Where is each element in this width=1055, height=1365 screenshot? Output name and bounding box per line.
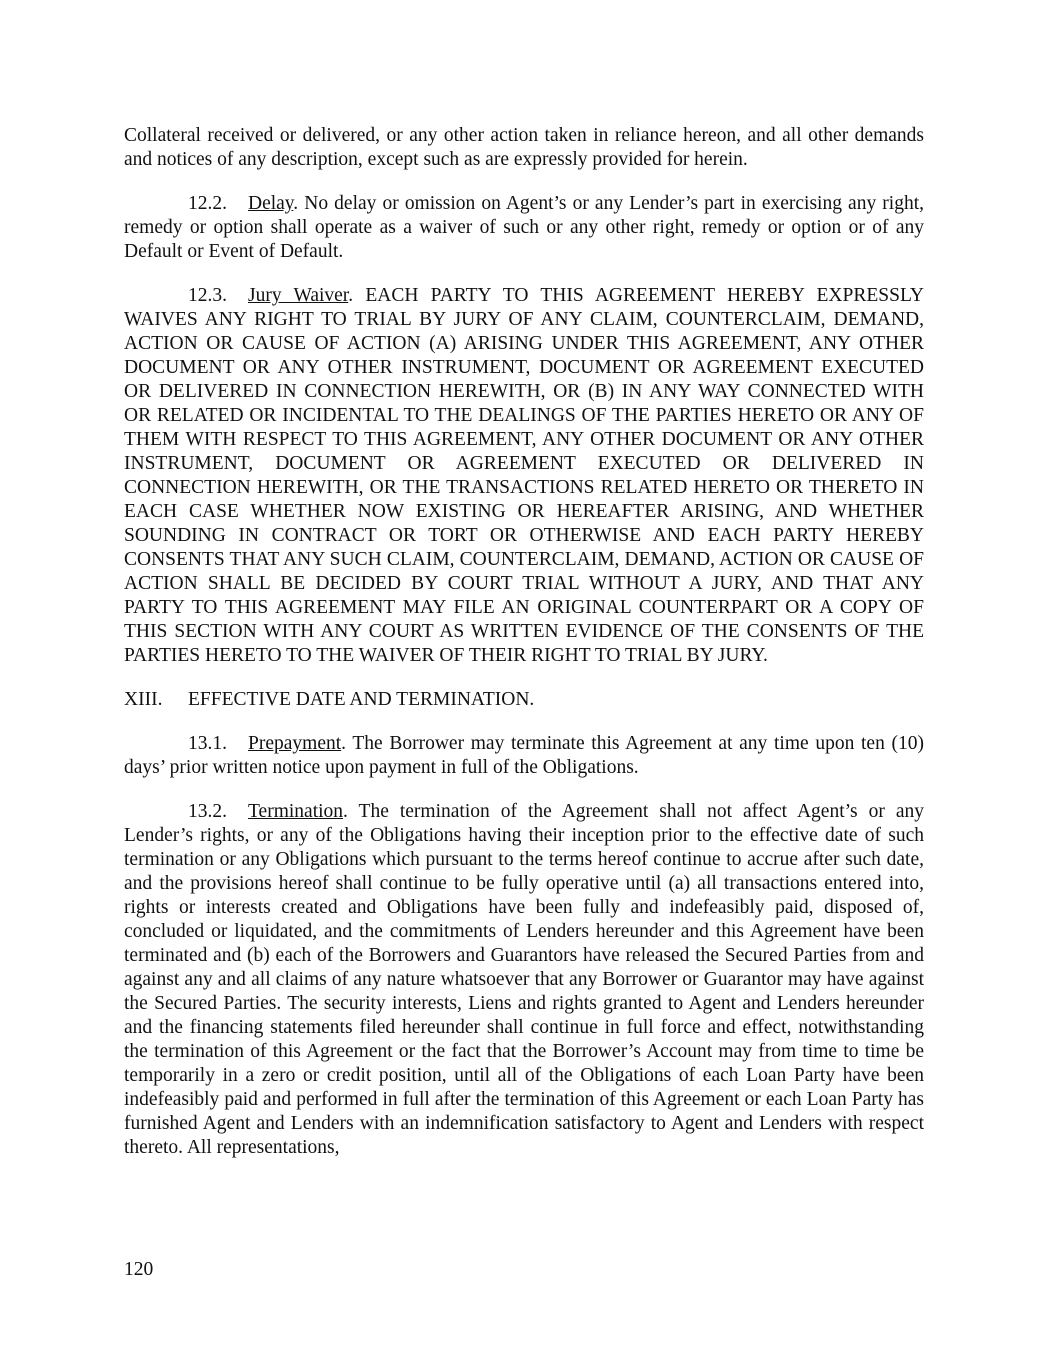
- section-12-3: [124, 284, 924, 668]
- section-body: . The Borrower may terminate this Agreement at any time upon ten (10) days’ prior written notice upon payment in full of the Obligations.: [124, 733, 924, 778]
- continuation-paragraph: Collateral received or delivered, or any other action taken in reliance hereon, and all other demands and notices of any description, except such as are expressly provided for herein.: [124, 125, 924, 170]
- section-number: 12.3.: [188, 285, 227, 306]
- section-body: . EACH PARTY TO THIS AGREEMENT HEREBY EXPRESSLY WAIVES ANY RIGHT TO TRIAL BY JURY OF ANY CLAIM, COUNTERCLAIM, DEMAND, ACTION OR CAUSE OF ACTION (A) ARISING UNDER THIS AGREEMENT, ANY OTHER DOCUMENT OR ANY OTHER INSTRUMENT, DOCUMENT OR AGREEMENT EXECUTED OR DELIVERED IN CONNECTION HEREWITH, OR (B) IN ANY WAY CONNECTED WITH OR RELATED OR INCIDENTAL TO THE DEALINGS OF THE PARTIES HERETO OR ANY OF THEM WITH RESPECT TO THIS AGREEMENT, ANY OTHER DOCUMENT OR ANY OTHER INSTRUMENT, DOCUMENT OR AGREEMENT EXECUTED OR DELIVERED IN CONNECTION HEREWITH, OR THE TRANSACTIONS RELATED HERETO OR THERETO IN EACH CASE WHETHER NOW EXISTING OR HEREAFTER ARISING, AND WHETHER SOUNDING IN CONTRACT OR TORT OR OTHERWISE AND EACH PARTY HEREBY CONSENTS THAT ANY SUCH CLAIM, COUNTERCLAIM, DEMAND, ACTION OR CAUSE OF ACTION SHALL BE DECIDED BY COURT TRIAL WITHOUT A JURY, AND THAT ANY PARTY TO THIS AGREEMENT MAY FILE AN ORIGINAL COUNTERPART OR A COPY OF THIS SECTION WITH ANY COURT AS WRITTEN EVIDENCE OF THE CONSENTS OF THE PARTIES HERETO TO THE WAIVER OF THEIR RIGHT TO TRIAL BY JURY.: [124, 285, 924, 666]
- section-13-1: [124, 732, 924, 780]
- section-title: Jury Waiver: [248, 285, 349, 306]
- section-title: Prepayment: [248, 733, 342, 754]
- section-body: . The termination of the Agreement shall not affect Agent’s or any Lender’s rights, or any of the Obligations having their inception prior to the effective date of such termination or any Obligations which pursuant to the terms hereof continue to accrue after such date, and the provisions hereof shall continue to be fully operative until (a) all transactions entered into, rights or interests created and Obligations have been fully and indefeasibly paid, disposed of, concluded or liquidated, and the commitments of Lenders hereunder and this Agreement have been terminated and (b) each of the Borrowers and Guarantors have released the Secured Parties from and against any and all claims of any nature whatsoever that any Borrower or Guarantor may have against the Secured Parties. The security interests, Liens and rights granted to Agent and Lenders hereunder and the financing statements filed hereunder shall continue in full force and effect, notwithstanding the termination of this Agreement or the fact that the Borrower’s Account may from time to time be temporarily in a zero or credit position, until all of the Obligations of each Loan Party have been indefeasibly paid and performed in full after the termination of this Agreement or each Loan Party has furnished Agent and Lenders with an indemnification satisfactory to Agent and Lenders with respect thereto. All representations,: [124, 801, 924, 1158]
- article-number: XIII.: [124, 689, 163, 710]
- section-body: . No delay or omission on Agent’s or any Lender’s part in exercising any right, remedy or option shall operate as a waiver of such or any other right, remedy or option or of any Default or Event of Default.: [124, 193, 924, 262]
- article-xiii-heading: [124, 688, 924, 712]
- section-number: 12.2.: [188, 193, 227, 214]
- document-page: [124, 124, 924, 1180]
- section-12-2: [124, 192, 924, 264]
- section-title: Termination: [248, 801, 344, 822]
- section-13-2: [124, 800, 924, 1160]
- article-title: EFFECTIVE DATE AND TERMINATION.: [188, 689, 535, 710]
- page-number: 120: [124, 1259, 154, 1280]
- section-title: Delay: [248, 193, 294, 214]
- section-number: 13.1.: [188, 733, 227, 754]
- section-number: 13.2.: [188, 801, 227, 822]
